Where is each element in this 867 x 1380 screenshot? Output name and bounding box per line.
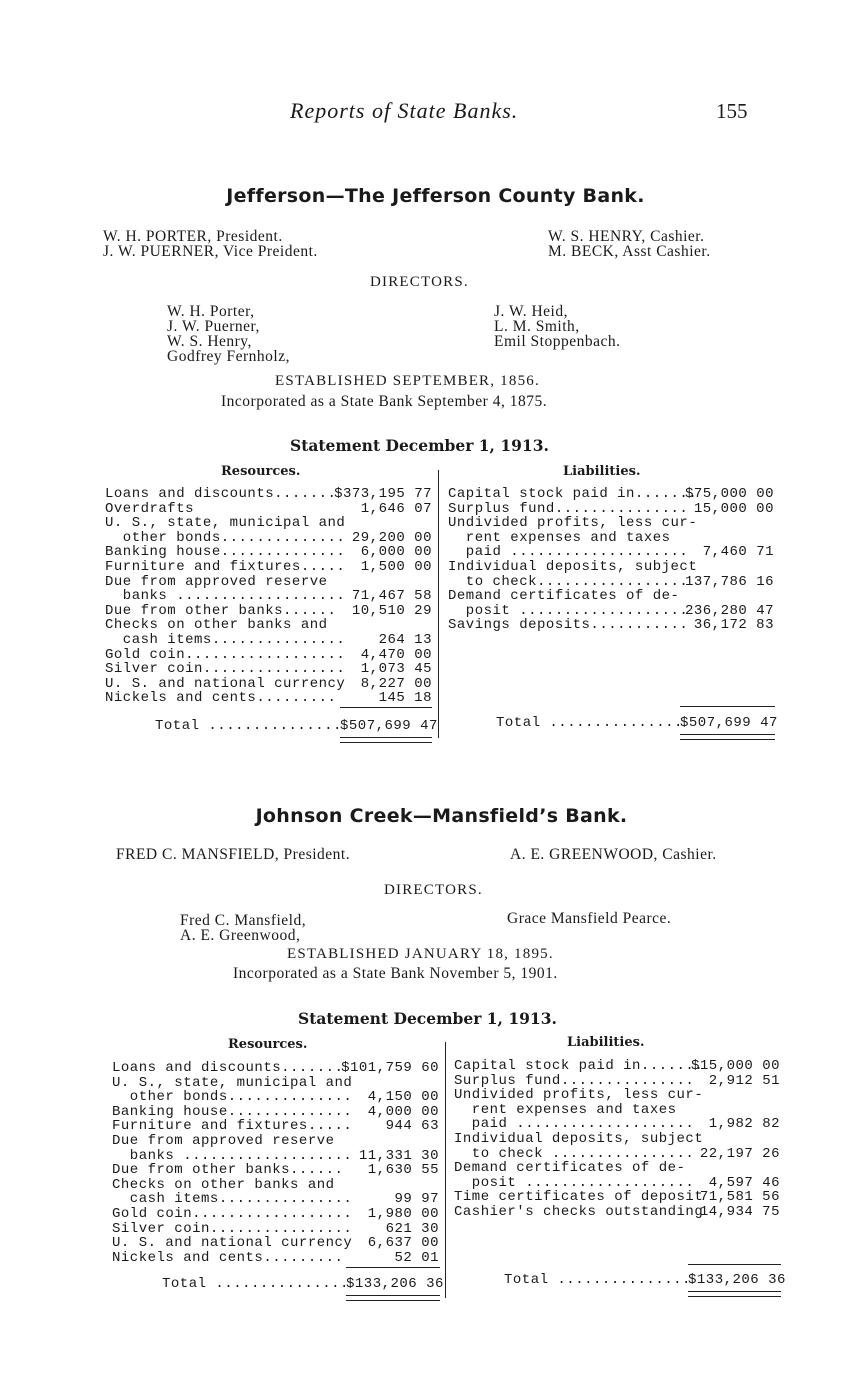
double-rule: [340, 737, 432, 743]
statement-row: [105, 633, 432, 648]
row-amount: 36,172 83: [693, 617, 774, 634]
statement-row: [454, 1176, 780, 1191]
row-label: banks ...................: [112, 1147, 353, 1164]
officers-right: [548, 228, 711, 258]
row-amount: 4,150 00: [367, 1089, 439, 1106]
row-label: Furniture and fixtures.....: [112, 1118, 353, 1135]
row-label: other bonds..............: [105, 529, 346, 546]
total-resources-label: Total ...............: [155, 718, 342, 734]
page-number: 155: [716, 99, 748, 123]
resources-heading: Resources.: [228, 1037, 308, 1052]
liabilities-heading: Liabilities.: [563, 464, 641, 479]
row-amount: 4,470 00: [360, 646, 432, 663]
director: A. E. Greenwood,: [180, 927, 301, 944]
statement-row: [112, 1222, 439, 1237]
statement-row: [105, 545, 432, 560]
row-amount: $373,195 77: [334, 486, 432, 502]
statement-row: [454, 1132, 780, 1147]
double-rule: [346, 1295, 440, 1301]
row-label: paid ....................: [448, 544, 689, 561]
row-amount: 6,637 00: [367, 1235, 439, 1252]
row-label: Banking house..............: [112, 1103, 353, 1120]
statement-row: [112, 1061, 439, 1076]
statement-row: [105, 502, 432, 517]
row-label: Individual deposits, subject: [454, 1130, 704, 1147]
column-divider: [438, 470, 439, 738]
row-label: to check.................: [448, 573, 689, 590]
statement-row: [448, 516, 774, 531]
row-label: Gold coin..................: [105, 646, 346, 663]
row-amount: 264 13: [378, 631, 432, 648]
statement-row: [448, 618, 774, 633]
row-label: banks ...................: [105, 588, 346, 605]
director: Fred C. Mansfield,: [180, 912, 307, 929]
row-label: Cashier's checks outstanding: [454, 1203, 704, 1220]
statement-row: [112, 1207, 439, 1222]
statement-row: [105, 662, 432, 677]
incorporated-line: Incorporated as a State Bank November 5, 1901.: [233, 965, 558, 982]
officer: FRED C. MANSFIELD, President.: [116, 846, 351, 863]
row-label: Nickels and cents.........: [112, 1249, 344, 1266]
row-label: Checks on other banks and: [105, 617, 328, 634]
row-label: Banking house..............: [105, 544, 346, 561]
row-label: U. S. and national currency: [112, 1235, 353, 1252]
row-amount: 15,000 00: [693, 500, 774, 517]
resources-list: [112, 1061, 439, 1265]
officer: W. S. HENRY, Cashier.: [548, 228, 705, 245]
total-liabilities: $507,699 47: [680, 715, 778, 731]
row-label: cash items...............: [112, 1191, 353, 1208]
statement-row: [112, 1236, 439, 1251]
row-amount: 71,581 56: [699, 1189, 780, 1206]
row-label: U. S., state, municipal and: [105, 515, 346, 532]
statement-row: [454, 1088, 780, 1103]
row-label: Loans and discounts.......: [105, 486, 337, 502]
row-label: U. S., state, municipal and: [112, 1074, 353, 1091]
established-line: ESTABLISHED SEPTEMBER, 1856.: [275, 373, 540, 389]
row-label: Capital stock paid in.......: [448, 486, 698, 502]
statement-row: [105, 575, 432, 590]
row-amount: 52 01: [394, 1249, 439, 1266]
row-amount: 1,073 45: [360, 661, 432, 678]
row-label: Demand certificates of de-: [448, 588, 680, 605]
liabilities-heading: Liabilities.: [567, 1035, 645, 1050]
row-label: U. S. and national currency: [105, 675, 346, 692]
total-rule: [346, 1267, 440, 1268]
row-label: Due from other banks......: [112, 1162, 344, 1179]
statement-row: [112, 1119, 439, 1134]
statement-row: [112, 1076, 439, 1091]
row-amount: 4,597 46: [708, 1174, 780, 1191]
statement-row: [105, 691, 432, 706]
officers-left: [103, 228, 318, 258]
total-liabilities-label: Total ...............: [504, 1272, 691, 1288]
statement-row: [448, 545, 774, 560]
row-amount: 2,912 51: [708, 1072, 780, 1089]
row-label: Undivided profits, less cur-: [448, 515, 698, 532]
row-label: Silver coin................: [112, 1220, 353, 1237]
statement-row: [112, 1134, 439, 1149]
row-amount: 1,646 07: [360, 500, 432, 517]
row-label: Due from approved reserve: [105, 573, 328, 590]
directors-left: [180, 912, 306, 942]
total-liabilities: $133,206 36: [688, 1272, 786, 1288]
director: L. M. Smith,: [494, 318, 580, 335]
row-amount: 11,331 30: [358, 1147, 439, 1164]
row-label: Nickels and cents.........: [105, 690, 337, 707]
row-label: Overdrafts: [105, 500, 195, 517]
statement-row: [105, 531, 432, 546]
row-amount: 1,630 55: [367, 1162, 439, 1179]
row-label: paid ....................: [454, 1116, 695, 1133]
row-amount: 8,227 00: [360, 675, 432, 692]
statement-row: [454, 1103, 780, 1118]
row-label: posit ...................: [448, 602, 689, 619]
statement-row: [112, 1192, 439, 1207]
double-rule: [688, 1291, 781, 1297]
row-amount: 4,000 00: [367, 1103, 439, 1120]
officer: M. BECK, Asst Cashier.: [548, 243, 711, 260]
statement-row: [454, 1190, 780, 1205]
row-amount: 1,980 00: [367, 1205, 439, 1222]
resources-heading: Resources.: [221, 464, 301, 479]
directors-left: [167, 303, 290, 363]
row-label: Capital stock paid in.......: [454, 1058, 704, 1074]
statement-row: [112, 1251, 439, 1266]
row-amount: 137,786 16: [684, 573, 774, 590]
directors-right: [494, 303, 620, 348]
statement-row: [112, 1178, 439, 1193]
row-label: Checks on other banks and: [112, 1176, 335, 1193]
row-amount: 7,460 71: [702, 544, 774, 561]
row-amount: 236,280 47: [684, 602, 774, 619]
running-head: Reports of State Banks.: [290, 98, 519, 123]
statement-row: [454, 1147, 780, 1162]
row-label: Surplus fund...............: [448, 500, 689, 517]
column-divider: [445, 1042, 446, 1298]
statement-row: [105, 618, 432, 633]
row-amount: 944 63: [385, 1118, 439, 1135]
statement-row: [454, 1161, 780, 1176]
total-resources: $133,206 36: [346, 1276, 444, 1292]
bank-title: Johnson Creek—Mansfield’s Bank.: [255, 805, 628, 827]
row-label: rent expenses and taxes: [448, 529, 671, 546]
officer: W. H. PORTER, President.: [103, 228, 283, 245]
row-amount: 6,000 00: [360, 544, 432, 561]
row-amount: 145 18: [378, 690, 432, 707]
officer: J. W. PUERNER, Vice Preident.: [103, 243, 318, 260]
row-amount: 14,934 75: [699, 1203, 780, 1220]
statement-row: [105, 604, 432, 619]
row-label: Time certificates of deposit: [454, 1189, 704, 1206]
statement-row: [454, 1074, 780, 1089]
officer: A. E. GREENWOOD, Cashier.: [510, 846, 717, 863]
statement-row: [448, 575, 774, 590]
row-amount: 1,500 00: [360, 558, 432, 575]
total-resources-label: Total ...............: [162, 1276, 349, 1292]
statement-row: [448, 487, 774, 502]
row-label: Due from other banks......: [105, 602, 337, 619]
row-amount: 29,200 00: [351, 529, 432, 546]
total-liabilities-label: Total ...............: [496, 715, 683, 731]
statement-row: [454, 1205, 780, 1220]
row-label: Furniture and fixtures.....: [105, 558, 346, 575]
statement-title: Statement December 1, 1913.: [298, 1009, 557, 1028]
statement-row: [448, 604, 774, 619]
statement-row: [105, 560, 432, 575]
row-label: rent expenses and taxes: [454, 1101, 677, 1118]
row-amount: $15,000 00: [690, 1058, 780, 1074]
statement-row: [105, 589, 432, 604]
statement-row: [105, 677, 432, 692]
statement-row: [448, 531, 774, 546]
directors-heading: DIRECTORS.: [384, 882, 483, 898]
row-label: Savings deposits...........: [448, 617, 689, 634]
row-amount: 10,510 29: [351, 602, 432, 619]
total-rule: [340, 707, 432, 708]
double-rule: [680, 734, 775, 740]
row-label: Gold coin..................: [112, 1205, 353, 1222]
liabilities-list: [454, 1059, 780, 1220]
director: Emil Stoppenbach.: [494, 333, 621, 350]
statement-title: Statement December 1, 1913.: [290, 436, 549, 455]
row-label: Silver coin................: [105, 661, 346, 678]
statement-row: [105, 648, 432, 663]
statement-row: [105, 487, 432, 502]
row-amount: 621 30: [385, 1220, 439, 1237]
director: W. H. Porter,: [167, 303, 255, 320]
row-amount: 22,197 26: [699, 1145, 780, 1162]
statement-row: [112, 1149, 439, 1164]
row-label: posit ...................: [454, 1174, 695, 1191]
bank-title: Jefferson—The Jefferson County Bank.: [226, 185, 645, 207]
row-label: to check ................: [454, 1145, 695, 1162]
row-label: Undivided profits, less cur-: [454, 1087, 704, 1104]
statement-row: [454, 1117, 780, 1132]
statement-row: [105, 516, 432, 531]
director: J. W. Puerner,: [167, 318, 260, 335]
statement-row: [454, 1059, 780, 1074]
row-label: Loans and discounts.......: [112, 1060, 344, 1076]
statement-row: [112, 1090, 439, 1105]
statement-row: [448, 502, 774, 517]
statement-row: [448, 560, 774, 575]
director: W. S. Henry,: [167, 333, 252, 350]
liabilities-list: [448, 487, 774, 633]
row-label: cash items...............: [105, 631, 346, 648]
incorporated-line: Incorporated as a State Bank September 4, 1875.: [221, 393, 548, 410]
row-label: Individual deposits, subject: [448, 558, 698, 575]
director: Godfrey Fernholz,: [167, 348, 290, 365]
row-label: other bonds..............: [112, 1089, 353, 1106]
total-resources: $507,699 47: [340, 718, 438, 734]
directors-heading: DIRECTORS.: [370, 274, 469, 290]
row-label: Demand certificates of de-: [454, 1160, 686, 1177]
statement-row: [112, 1163, 439, 1178]
resources-list: [105, 487, 432, 706]
row-amount: 1,982 82: [708, 1116, 780, 1133]
established-line: ESTABLISHED JANUARY 18, 1895.: [287, 946, 554, 962]
total-rule: [680, 706, 775, 707]
director: Grace Mansfield Pearce.: [507, 910, 672, 927]
director: J. W. Heid,: [494, 303, 568, 320]
statement-row: [112, 1105, 439, 1120]
row-amount: $101,759 60: [341, 1060, 439, 1076]
row-amount: 71,467 58: [351, 588, 432, 605]
row-amount: 99 97: [394, 1191, 439, 1208]
row-label: Due from approved reserve: [112, 1132, 335, 1149]
total-rule: [688, 1264, 781, 1265]
row-amount: $75,000 00: [684, 486, 774, 502]
row-label: Surplus fund...............: [454, 1072, 695, 1089]
statement-row: [448, 589, 774, 604]
